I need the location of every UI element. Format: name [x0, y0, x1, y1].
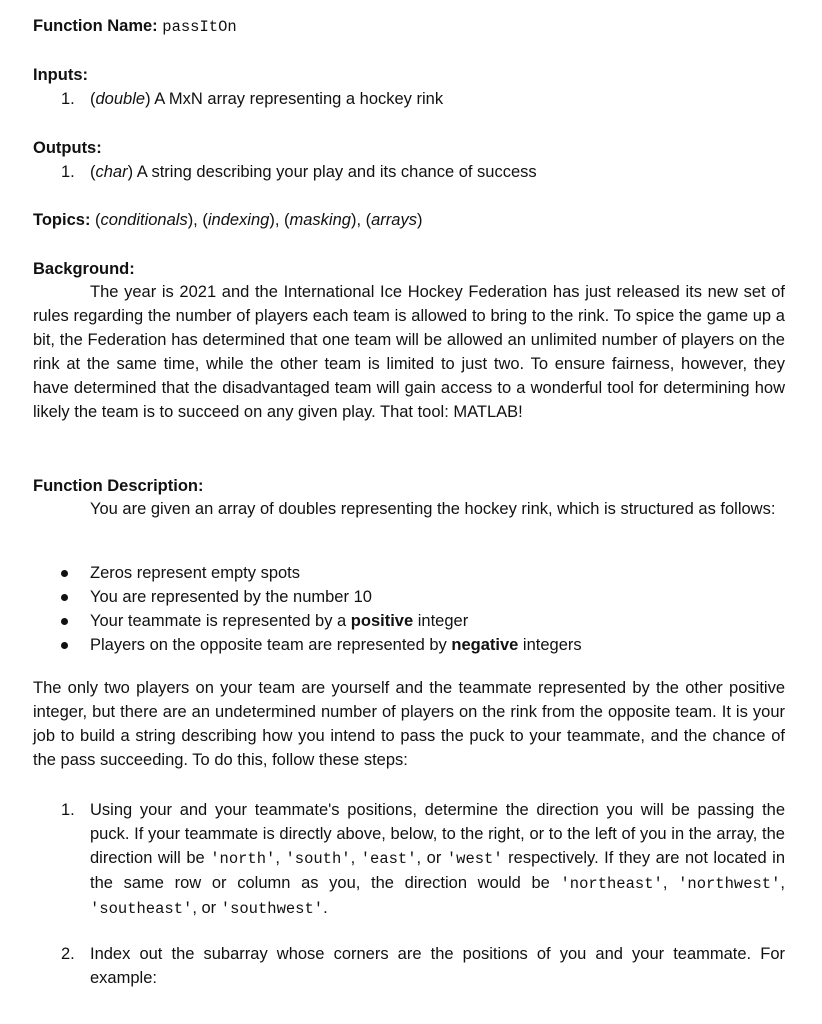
step-number: 1.	[61, 801, 75, 819]
bullet-text: Players on the opposite team are represented by	[90, 636, 452, 654]
outputs-item: (char) A string describing your play and its chance of success	[90, 163, 537, 181]
bullet-dot	[61, 642, 68, 649]
bullet-text: Your teammate is represented by a	[90, 612, 351, 630]
description-heading: Function Description:	[33, 477, 204, 495]
step-2-text: Index out the subarray whose corners are the positions of you and your teammate. For example:	[90, 945, 785, 987]
outputs-item-type: char	[95, 163, 128, 181]
bullet-dot	[61, 618, 68, 625]
direction-code: 'north'	[210, 850, 276, 868]
topic-item: arrays	[371, 211, 417, 229]
bullet-text: integers	[518, 636, 582, 654]
bullet-text: You are represented by the number 10	[90, 588, 372, 606]
bullet-text: integer	[413, 612, 469, 630]
function-name-label: Function Name:	[33, 17, 158, 35]
background-heading: Background:	[33, 260, 135, 278]
bullet-item	[90, 563, 300, 583]
step-1-text: Using your and your teammate's positions, determine the direction you will be passing the puck. If your teammate is directly above, below, to the right, or to the left of you in the array, the direction will be 'north', 'south', 'east', or 'west' respectively. If they are not located in the same row or column as you, the direction would be 'northeast', 'northwest', 'southeast', or 'southwest'.	[90, 801, 786, 918]
topic-item: indexing	[207, 211, 270, 229]
direction-code: 'southeast'	[90, 900, 193, 918]
inputs-item-text: A MxN array representing a hockey rink	[150, 90, 444, 108]
inputs-item-type: double	[95, 90, 146, 108]
bullet-item	[90, 587, 372, 607]
topics-line: Topics: (conditionals), (indexing), (masking), (arrays)	[33, 211, 423, 229]
function-name-line	[33, 16, 237, 37]
step-1-text-c: .	[323, 899, 328, 917]
inputs-item: (double) A MxN array representing a hockey rink	[90, 90, 444, 108]
background-paragraph: The year is 2021 and the International Ice Hockey Federation has just released its new set of rules regarding the number of players each team is allowed to bring to the rink. To spice the game up a bit, the Federation has determined that one team will be allowed an unlimited number of players on the rink at the same time, while the other team is limited to just two. To ensure fairness, however, they have determined that the disadvantaged team will gain access to a wonderful tool for determining how likely the team is to succeed on any given play. That tool: MATLAB!	[33, 283, 785, 421]
function-name-value: passItOn	[162, 18, 237, 36]
outputs-heading: Outputs:	[33, 139, 102, 157]
topics-label: Topics:	[33, 211, 91, 229]
direction-code: 'northeast'	[560, 875, 663, 893]
bullet-bold-text: positive	[350, 612, 414, 630]
inputs-heading: Inputs:	[33, 66, 88, 84]
direction-code: 'northwest'	[678, 875, 781, 893]
bullet-item	[90, 611, 468, 631]
direction-code: 'east'	[360, 850, 417, 868]
inputs-item-number: 1.	[61, 90, 75, 108]
bullet-text: Zeros represent empty spots	[90, 564, 301, 582]
bullet-item	[90, 635, 582, 655]
outputs-item-number: 1.	[61, 163, 75, 181]
direction-code: 'south'	[285, 850, 351, 868]
step-1-text-b: respectively. If they are not located in the same row or column as you, the direction would be	[90, 849, 786, 892]
bullet-dot	[61, 570, 68, 577]
bullet-dot	[61, 594, 68, 601]
topic-item: conditionals	[100, 211, 188, 229]
description-intro: You are given an array of doubles representing the hockey rink, which is structured as follows:	[90, 500, 776, 518]
outputs-item-text: A string describing your play and its chance of success	[133, 163, 537, 181]
direction-code: 'west'	[446, 850, 503, 868]
topic-item: masking	[289, 211, 351, 229]
step-1-text-a: Using your and your teammate's positions, determine the direction you will be passing the puck. If your teammate is directly above, below, to the right, or to the left of you in the array, the direction will be	[90, 801, 785, 867]
bullet-bold-text: negative	[451, 636, 519, 654]
description-paragraph-2: The only two players on your team are yourself and the teammate represented by the other positive integer, but there are an undetermined number of players on the rink from the opposite team. It is your job to build a string describing how you intend to pass the puck to your teammate, and the chance of the pass succeeding. To do this, follow these steps:	[33, 679, 785, 769]
step-number: 2.	[61, 945, 75, 963]
direction-code: 'southwest'	[220, 900, 324, 918]
